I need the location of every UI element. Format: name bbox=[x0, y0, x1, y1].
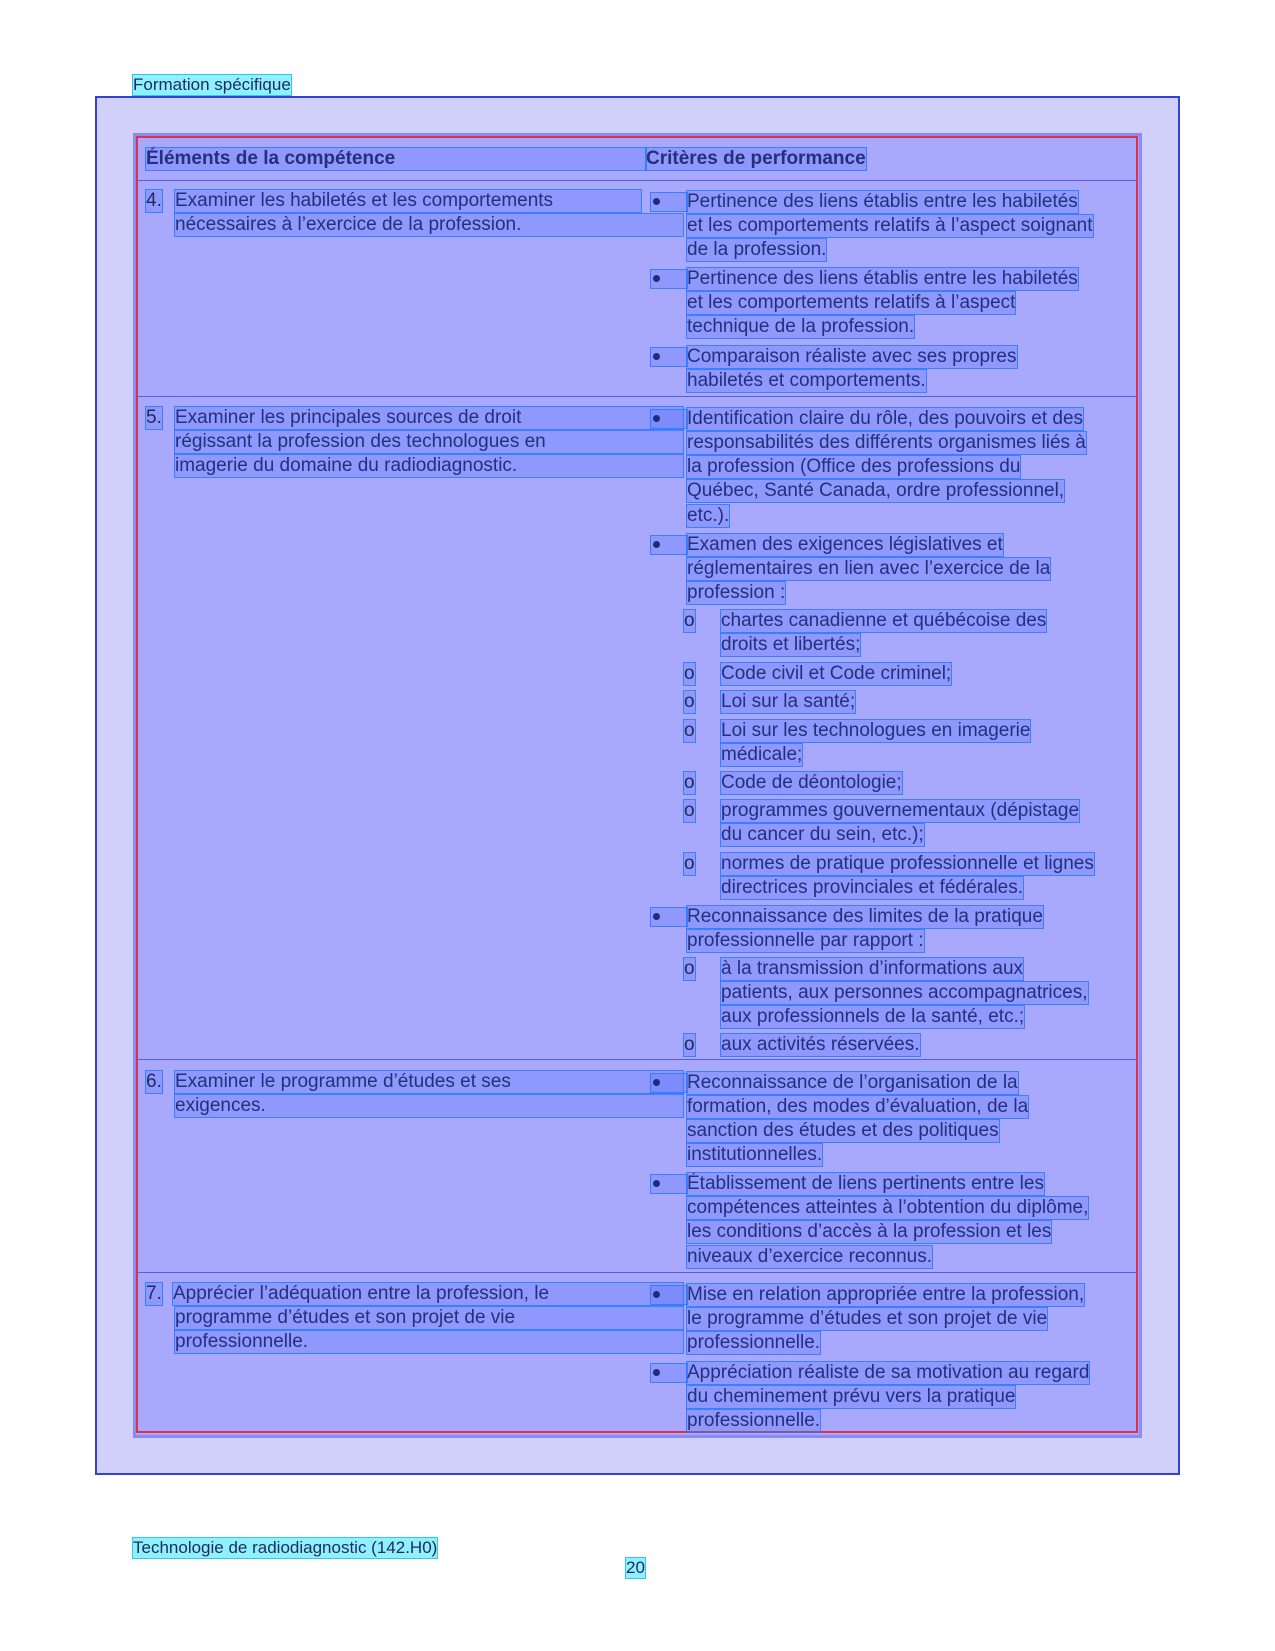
column-header-criteria: Critères de performance bbox=[646, 148, 866, 169]
element-text-line: Examiner les habiletés et les comportements bbox=[175, 190, 641, 212]
criterion-line: responsabilités des différents organismes liés à bbox=[687, 432, 1086, 453]
criterion-line: professionnelle par rapport : bbox=[687, 930, 924, 951]
bullet-icon bbox=[651, 1364, 687, 1382]
element-text-line: programme d’études et son projet de vie bbox=[175, 1307, 683, 1329]
criterion-line: Québec, Santé Canada, ordre professionnel, bbox=[687, 480, 1065, 501]
running-head: Formation spécifique bbox=[133, 75, 291, 94]
criterion-line: technique de la profession. bbox=[687, 316, 915, 337]
criterion-line: et les comportements relatifs à l’aspect bbox=[687, 292, 1016, 313]
sub-criterion-line: normes de pratique professionnelle et lignes bbox=[721, 853, 1094, 874]
sub-criterion-line: directrices provinciales et fédérales. bbox=[721, 877, 1024, 898]
bullet-icon bbox=[651, 536, 687, 554]
element-text-line: Examiner les principales sources de droit bbox=[175, 407, 683, 429]
sub-criterion-line: du cancer du sein, etc.); bbox=[721, 824, 924, 845]
bullet-icon bbox=[651, 270, 687, 288]
element-text-line: régissant la profession des technologues en bbox=[175, 431, 683, 453]
sub-criterion-line: Code civil et Code criminel; bbox=[721, 663, 952, 684]
criterion-line: professionnelle. bbox=[687, 1410, 821, 1431]
criterion-line: Mise en relation appropriée entre la profession, bbox=[687, 1284, 1085, 1305]
sub-bullet-icon: o bbox=[684, 958, 695, 979]
column-header-elements: Éléments de la compétence bbox=[146, 148, 646, 170]
criterion-line: Reconnaissance des limites de la pratique bbox=[687, 906, 1043, 927]
criterion-line: Examen des exigences législatives et bbox=[687, 534, 1003, 555]
sub-bullet-icon: o bbox=[684, 1034, 695, 1055]
sub-criterion-line: Code de déontologie; bbox=[721, 772, 902, 793]
sub-bullet-icon: o bbox=[684, 772, 695, 793]
sub-criterion-line: chartes canadienne et québécoise des bbox=[721, 610, 1047, 631]
sub-criterion-line: droits et libertés; bbox=[721, 634, 861, 655]
sub-bullet-icon: o bbox=[684, 610, 695, 631]
page-number: 20 bbox=[626, 1558, 645, 1577]
criterion-line: Pertinence des liens établis entre les habiletés bbox=[687, 268, 1078, 289]
criterion-line: Appréciation réaliste de sa motivation au regard bbox=[687, 1362, 1090, 1383]
row-divider bbox=[137, 1272, 1137, 1273]
criterion-line: professionnelle. bbox=[687, 1332, 821, 1353]
bullet-icon bbox=[651, 908, 687, 926]
sub-bullet-icon: o bbox=[684, 720, 695, 741]
criterion-line: du cheminement prévu vers la pratique bbox=[687, 1386, 1016, 1407]
criterion-line: le programme d’études et son projet de vie bbox=[687, 1308, 1048, 1329]
sub-criterion-line: médicale; bbox=[721, 744, 803, 765]
bullet-icon bbox=[651, 1286, 687, 1304]
row-divider bbox=[137, 396, 1137, 397]
sub-criterion-line: Loi sur les technologues en imagerie bbox=[721, 720, 1031, 741]
footer-program-title: Technologie de radiodiagnostic (142.H0) bbox=[133, 1538, 438, 1557]
sub-criterion-line: programmes gouvernementaux (dépistage bbox=[721, 800, 1080, 821]
criterion-line: Pertinence des liens établis entre les habiletés bbox=[687, 191, 1078, 212]
criterion-line: etc.). bbox=[687, 505, 730, 526]
bullet-icon bbox=[651, 1074, 687, 1092]
criterion-line: de la profession. bbox=[687, 239, 827, 260]
sub-criterion-line: aux activités réservées. bbox=[721, 1034, 920, 1055]
criterion-line: institutionnelles. bbox=[687, 1144, 823, 1165]
element-text-line: exigences. bbox=[175, 1095, 683, 1117]
bullet-icon bbox=[651, 348, 687, 366]
bullet-icon bbox=[651, 193, 687, 211]
criterion-line: Comparaison réaliste avec ses propres bbox=[687, 346, 1017, 367]
element-number: 7. bbox=[146, 1283, 162, 1304]
criterion-line: réglementaires en lien avec l’exercice de la bbox=[687, 558, 1051, 579]
sub-criterion-line: à la transmission d’informations aux bbox=[721, 958, 1024, 979]
header-divider bbox=[137, 180, 1137, 181]
criterion-line: sanction des études et des politiques bbox=[687, 1120, 999, 1141]
criterion-line: Établissement de liens pertinents entre les bbox=[687, 1173, 1044, 1194]
sub-criterion-line: patients, aux personnes accompagnatrices, bbox=[721, 982, 1088, 1003]
element-text-line: professionnelle. bbox=[175, 1331, 683, 1353]
criterion-line: compétences atteintes à l’obtention du diplôme, bbox=[687, 1197, 1089, 1218]
sub-bullet-icon: o bbox=[684, 663, 695, 684]
criterion-line: et les comportements relatifs à l’aspect soignant bbox=[687, 215, 1093, 236]
criterion-line: niveaux d’exercice reconnus. bbox=[687, 1246, 933, 1267]
sub-criterion-line: aux professionnels de la santé, etc.; bbox=[721, 1006, 1025, 1027]
sub-bullet-icon: o bbox=[684, 691, 695, 712]
row-divider bbox=[137, 1059, 1137, 1060]
sub-bullet-icon: o bbox=[684, 853, 695, 874]
criterion-line: la profession (Office des professions du bbox=[687, 456, 1021, 477]
criterion-line: les conditions d’accès à la profession et les bbox=[687, 1221, 1052, 1242]
criterion-line: profession : bbox=[687, 582, 786, 603]
criterion-line: Reconnaissance de l’organisation de la bbox=[687, 1072, 1018, 1093]
sub-criterion-line: Loi sur la santé; bbox=[721, 691, 856, 712]
element-text-line: Examiner le programme d’études et ses bbox=[175, 1071, 683, 1093]
element-text-line: imagerie du domaine du radiodiagnostic. bbox=[175, 455, 683, 477]
element-text-line: nécessaires à l’exercice de la profession. bbox=[175, 214, 683, 236]
element-text-line: Apprécier l’adéquation entre la profession, le bbox=[173, 1283, 683, 1305]
element-number: 5. bbox=[146, 407, 162, 428]
criterion-line: formation, des modes d’évaluation, de la bbox=[687, 1096, 1029, 1117]
criterion-line: Identification claire du rôle, des pouvoirs et des bbox=[687, 408, 1084, 429]
sub-bullet-icon: o bbox=[684, 800, 695, 821]
criterion-line: habiletés et comportements. bbox=[687, 370, 926, 391]
bullet-icon bbox=[651, 410, 687, 428]
element-number: 4. bbox=[146, 190, 162, 211]
element-number: 6. bbox=[146, 1071, 162, 1092]
bullet-icon bbox=[651, 1175, 687, 1193]
